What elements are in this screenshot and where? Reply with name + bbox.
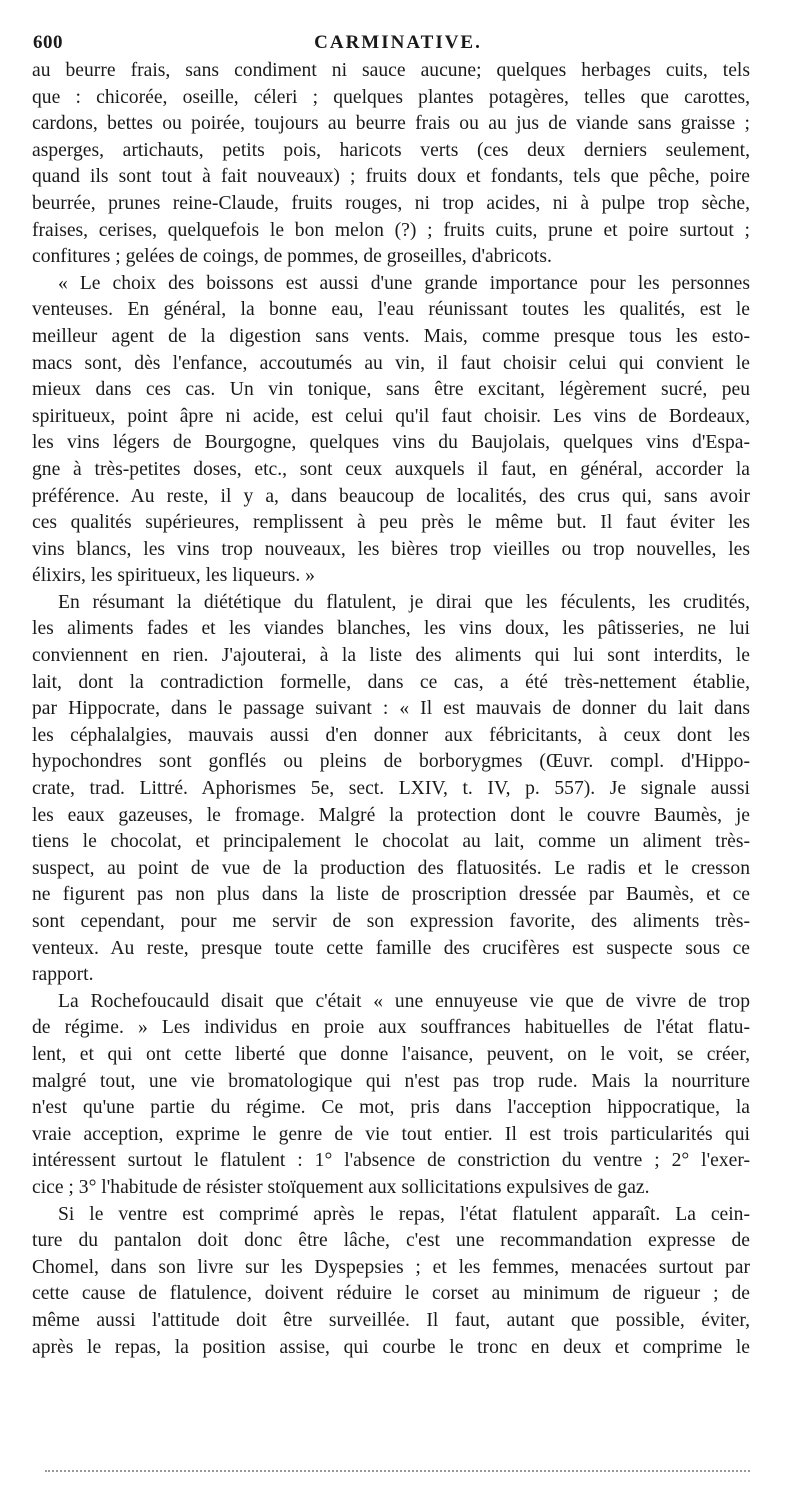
- text-line: quand ils sont tout à fait nouveaux) ; fruits doux et fondants, tels que pêche, poire: [32, 166, 750, 188]
- text-line: élixirs, les spiritueux, les liqueurs. »: [32, 565, 315, 587]
- text-line: La Rochefoucauld disait que c'était « une ennuyeuse vie que de vivre de trop: [58, 990, 750, 1012]
- text-line: conviennent en rien. J'ajouterai, à la liste des aliments qui lui sont interdits, le: [32, 645, 750, 667]
- text-line: lait, dont la contradiction formelle, dans ce cas, a été très-nettement établie,: [32, 671, 750, 693]
- text-line: venteuses. En général, la bonne eau, l'eau réunissant toutes les qualités, est le: [32, 299, 750, 321]
- text-line: cette cause de flatulence, doivent réduire le corset au minimum de rigueur ; de: [32, 1283, 750, 1305]
- text-line: Si le ventre est comprimé après le repas, l'état flatulent apparaît. La cein-: [58, 1203, 750, 1225]
- text-line: suspect, au point de vue de la production des flatuosités. Le radis et le cresson: [32, 857, 750, 879]
- text-line: après le repas, la position assise, qui courbe le tronc en deux et comprime le: [32, 1336, 750, 1358]
- text-line: au beurre frais, sans condiment ni sauce aucune; quelques herbages cuits, tels: [32, 60, 750, 81]
- text-line: ces qualités supérieures, remplissent à peu près le même but. Il faut éviter les: [32, 512, 750, 534]
- text-line: ture du pantalon doit donc être lâche, c'est une recommandation expresse de: [32, 1230, 750, 1252]
- text-line: meilleur agent de la digestion sans vents. Mais, comme presque tous les esto-: [32, 325, 750, 347]
- text-line: confitures ; gelées de coings, de pommes, de groseilles, d'abricots.: [32, 246, 552, 268]
- text-line: vins blancs, les vins trop nouveaux, les bières trop vieilles ou trop nouvelles, les: [32, 538, 750, 560]
- text-line: tiens le chocolat, et principalement le chocolat au lait, comme un aliment très-: [32, 831, 750, 853]
- paragraph-3: [32, 590, 750, 989]
- paragraph-4: [32, 989, 750, 1202]
- text-line: mieux dans ces cas. Un vin tonique, sans être excitant, légèrement sucré, peu: [32, 379, 750, 401]
- text-line: les eaux gazeuses, le fromage. Malgré la protection dont le couvre Baumès, je: [32, 804, 750, 826]
- paragraph-5: [32, 1202, 750, 1362]
- footer-divider: [45, 1470, 750, 1472]
- text-line: que : chicorée, oseille, céleri ; quelques plantes potagères, telles que carottes,: [32, 86, 750, 108]
- paragraph-1: [32, 58, 750, 271]
- text-line: cardons, bettes ou poirée, toujours au beurre frais ou au jus de viande sans graisse ;: [32, 113, 750, 135]
- text-line: macs sont, dès l'enfance, accoutumés au vin, il faut choisir celui qui convient le: [32, 352, 750, 374]
- body-text: [32, 58, 750, 1361]
- text-line: préférence. Au reste, il y a, dans beaucoup de localités, des crus qui, sans avoir: [32, 485, 750, 507]
- text-line: les céphalalgies, mauvais aussi d'en donner aux fébricitants, à ceux dont les: [32, 724, 750, 746]
- text-line: crate, trad. Littré. Aphorismes 5e, sect. LXIV, t. IV, p. 557). Je signale aussi: [32, 778, 750, 800]
- text-line: les vins légers de Bourgogne, quelques vins du Baujolais, quelques vins d'Espa-: [32, 432, 750, 454]
- text-line: fraises, cerises, quelquefois le bon melon (?) ; fruits cuits, prune et poire surtout ;: [32, 219, 750, 241]
- text-line: Chomel, dans son livre sur les Dyspepsies ; et les femmes, menacées surtout par: [32, 1256, 750, 1278]
- page-header: [33, 32, 763, 58]
- text-line: par Hippocrate, dans le passage suivant : « Il est mauvais de donner du lait dans: [32, 698, 750, 720]
- text-line: « Le choix des boissons est aussi d'une grande importance pour les personnes: [58, 272, 750, 294]
- text-line: hypochondres sont gonflés ou pleins de borborygmes (Œuvr. compl. d'Hippo-: [32, 751, 750, 773]
- text-line: vraie acception, exprime le genre de vie tout entier. Il est trois particularités qui: [32, 1123, 750, 1145]
- text-line: n'est qu'une partie du régime. Ce mot, pris dans l'acception hippocratique, la: [32, 1097, 750, 1119]
- paragraph-2: [32, 271, 750, 590]
- text-line: En résumant la diététique du flatulent, je dirai que les féculents, les crudités,: [58, 591, 750, 613]
- text-line: gne à très-petites doses, etc., sont ceux auxquels il faut, en général, accorder la: [32, 458, 750, 480]
- text-line: ne figurent pas non plus dans la liste de proscription dressée par Baumès, et ce: [32, 884, 750, 906]
- running-title: CARMINATIVE.: [314, 32, 482, 53]
- text-line: de régime. » Les individus en proie aux souffrances habituelles de l'état flatu-: [32, 1017, 750, 1039]
- text-line: beurrée, prunes reine-Claude, fruits rouges, ni trop acides, ni à pulpe trop sèche,: [32, 192, 750, 214]
- text-line: les aliments fades et les viandes blanches, les vins doux, les pâtisseries, ne lui: [32, 618, 750, 640]
- page-number: 600: [33, 32, 63, 53]
- text-line: rapport.: [32, 964, 94, 986]
- text-line: lent, et qui ont cette liberté que donne l'aisance, peuvent, on le voit, se créer,: [32, 1043, 750, 1065]
- text-line: même aussi l'attitude doit être surveillée. Il faut, autant que possible, éviter,: [32, 1309, 750, 1331]
- text-line: cice ; 3° l'habitude de résister stoïquement aux sollicitations expulsives de gaz.: [32, 1176, 650, 1198]
- text-line: malgré tout, une vie bromatologique qui n'est pas trop rude. Mais la nourriture: [32, 1070, 750, 1092]
- text-line: asperges, artichauts, petits pois, haricots verts (ces deux derniers seulement,: [32, 139, 750, 161]
- text-line: venteux. Au reste, presque toute cette famille des crucifères est suspecte sous ce: [32, 937, 750, 959]
- text-line: intéressent surtout le flatulent : 1° l'absence de constriction du ventre ; 2° l'exer-: [32, 1150, 750, 1172]
- text-line: spiritueux, point âpre ni acide, est celui qu'il faut choisir. Les vins de Bordeaux,: [32, 405, 750, 427]
- text-line: sont cependant, pour me servir de son expression favorite, des aliments très-: [32, 911, 750, 932]
